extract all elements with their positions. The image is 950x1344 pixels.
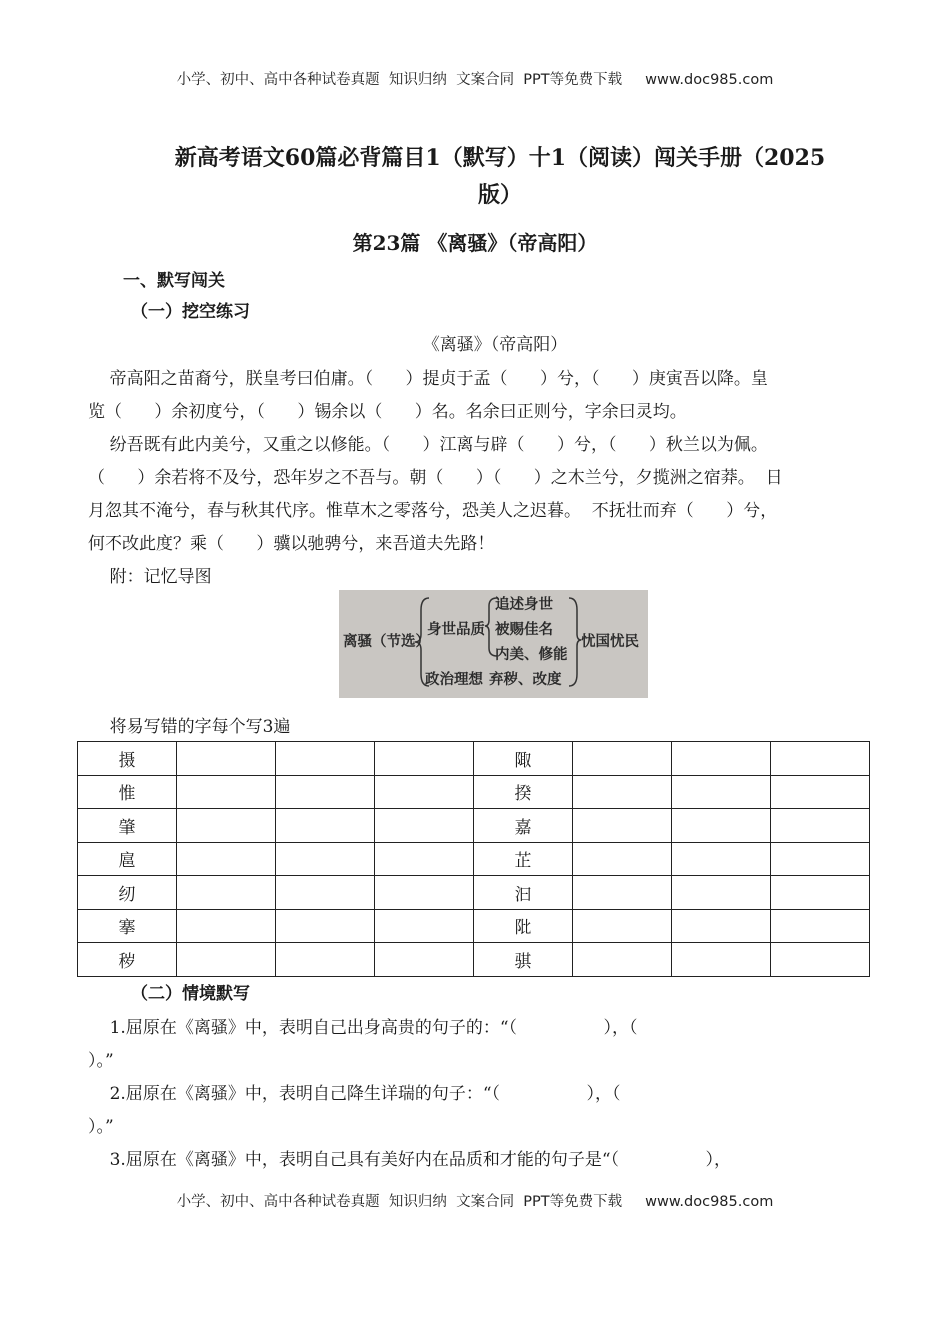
page-footer: 小学、初中、高中各种试卷真题 知识归纳 文案合同 PPT等免费下载 www.doc985.com [176,1194,774,1210]
question-3-line-1: 3.屈原在《离骚》中，表明自己具有美好内在品质和才能的句子是“（ ）， [88,1150,731,1170]
practice-char: 摄 [78,742,177,776]
lesson-title: 第23篇 《离骚》（帝高阳） [352,231,598,255]
blank-cell[interactable] [177,909,276,943]
blank-cell[interactable] [672,775,771,809]
practice-char: 阰 [474,909,573,943]
blank-cell[interactable] [276,842,375,876]
blank-cell[interactable] [375,909,474,943]
character-practice-table [77,741,870,977]
blank-cell[interactable] [276,876,375,910]
practice-char: 揆 [474,775,573,809]
blank-cell[interactable] [771,842,870,876]
practice-char: 纫 [78,876,177,910]
mindmap-leaf: 弃秽、改度 [489,672,562,688]
poem-line: 帝高阳之苗裔兮，朕皇考曰伯庸。（ ）提贞于孟（ ）兮，（ ）庚寅吾以降。皇 [88,369,768,389]
practice-char: 陬 [474,742,573,776]
blank-cell[interactable] [177,876,276,910]
blank-cell[interactable] [276,742,375,776]
table-row [78,742,870,776]
mindmap-conclusion: 忧国忧民 [581,634,639,650]
practice-char: 嘉 [474,809,573,843]
document-title [140,140,860,214]
blank-cell[interactable] [276,909,375,943]
blank-cell[interactable] [771,809,870,843]
blank-cell[interactable] [375,809,474,843]
question-2-line-1: 2.屈原在《离骚》中，表明自己降生详瑞的句子：“（ ），（ [88,1084,621,1104]
mindmap-root: 离骚（节选） [343,634,430,650]
poem-line: 览（ ）余初度兮，（ ）锡余以（ ）名。名余曰正则兮，字余曰灵均。 [88,402,687,422]
poem-line: （ ）余若将不及兮，恐年岁之不吾与。朝（ ）（ ）之木兰兮，夕揽洲之宿莽。 日 [88,468,783,488]
blank-cell[interactable] [177,775,276,809]
blank-cell[interactable] [771,775,870,809]
title-line-1: 新高考语文60篇必背篇目1（默写）十1（阅读）闯关手册（2025 [174,145,826,171]
practice-char: 惟 [78,775,177,809]
blank-cell[interactable] [573,909,672,943]
practice-char: 芷 [474,842,573,876]
subsection-heading-fill-blank: （一）挖空练习 [131,302,250,322]
mindmap-branch: 身世品质 [427,622,485,638]
blank-cell[interactable] [573,775,672,809]
blank-cell[interactable] [573,742,672,776]
table-row [78,909,870,943]
memory-mindmap [339,590,648,698]
blank-cell[interactable] [375,943,474,977]
blank-cell[interactable] [375,775,474,809]
mindmap-branch: 政治理想 [425,672,483,688]
blank-cell[interactable] [573,809,672,843]
practice-char: 搴 [78,909,177,943]
practice-char: 扈 [78,842,177,876]
blank-cell[interactable] [573,943,672,977]
blank-cell[interactable] [771,943,870,977]
question-1-line-2: ）。” [88,1051,114,1071]
blank-cell[interactable] [771,909,870,943]
blank-cell[interactable] [177,742,276,776]
blank-cell[interactable] [672,943,771,977]
blank-cell[interactable] [177,842,276,876]
practice-char: 肇 [78,809,177,843]
blank-cell[interactable] [276,943,375,977]
blank-cell[interactable] [177,943,276,977]
blank-cell[interactable] [573,876,672,910]
appendix-label: 附：记忆导图 [88,567,212,587]
table-row [78,842,870,876]
poem-title: 《离骚》（帝高阳） [422,335,568,355]
poem-line: 纷吾既有此内美兮，又重之以修能。（ ）江离与辟（ ）兮，（ ）秋兰以为佩。 [88,435,768,455]
practice-char: 骐 [474,943,573,977]
mindmap-leaf: 被赐佳名 [495,622,553,638]
blank-cell[interactable] [771,742,870,776]
question-1-line-1: 1.屈原在《离骚》中，表明自己出身高贵的句子的：“（ ），（ [88,1018,638,1038]
question-2-line-2: ）。” [88,1117,114,1137]
title-line-2: 版） [477,182,522,208]
blank-cell[interactable] [672,742,771,776]
mindmap-leaf: 追述身世 [495,597,553,613]
table-row [78,809,870,843]
practice-char: 秽 [78,943,177,977]
blank-cell[interactable] [276,775,375,809]
blank-cell[interactable] [375,842,474,876]
blank-cell[interactable] [672,809,771,843]
table-row [78,943,870,977]
blank-cell[interactable] [771,876,870,910]
practice-char: 汩 [474,876,573,910]
blank-cell[interactable] [276,809,375,843]
blank-cell[interactable] [375,876,474,910]
page-header: 小学、初中、高中各种试卷真题 知识归纳 文案合同 PPT等免费下载 www.doc985.com [176,72,774,88]
blank-cell[interactable] [672,909,771,943]
blank-cell[interactable] [672,876,771,910]
mindmap-leaf: 内美、修能 [495,647,568,663]
blank-cell[interactable] [177,809,276,843]
section-heading-1: 一、默写闯关 [123,271,225,291]
subsection-heading-context: （二）情境默写 [131,984,250,1004]
poem-line: 月忽其不淹兮，春与秋其代序。惟草木之零落兮，恐美人之迟暮。 不抚壮而弃（ ）兮， [88,501,778,521]
poem-line: 何不改此度？乘（ ）骥以驰骋兮，来吾道夫先路！ [88,534,495,554]
blank-cell[interactable] [375,742,474,776]
blank-cell[interactable] [672,842,771,876]
table-row [78,775,870,809]
practice-instruction: 将易写错的字每个写3遍 [88,717,291,737]
blank-cell[interactable] [573,842,672,876]
table-row [78,876,870,910]
